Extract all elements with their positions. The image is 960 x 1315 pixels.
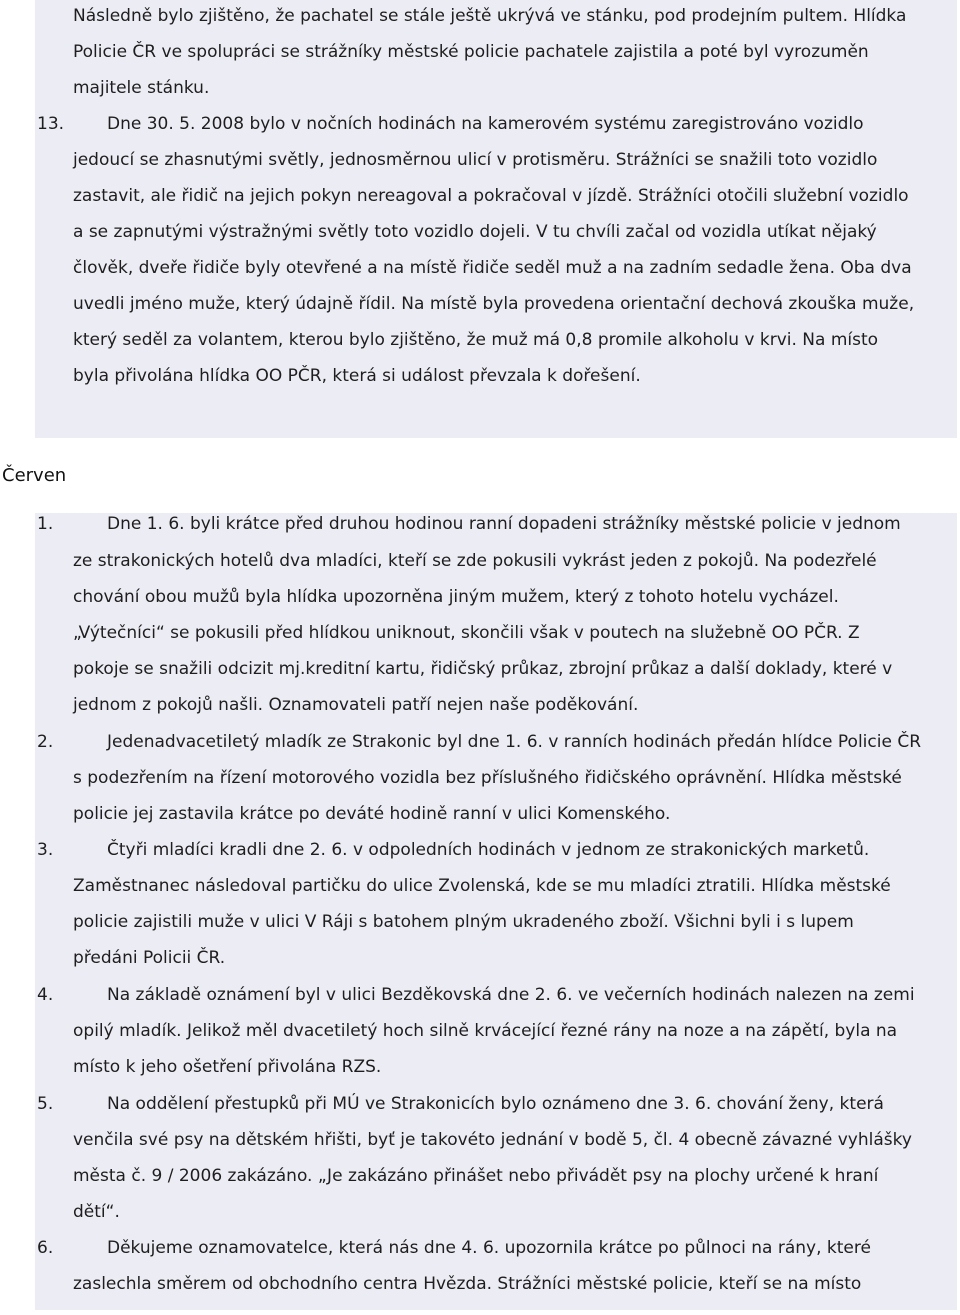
item-line: s podezřením na řízení motorového vozidla bez příslušného řidičského oprávnění. Hlídka městské: [73, 768, 902, 788]
item-line: Jedenadvacetiletý mladík ze Strakonic byl dne 1. 6. v ranních hodinách předán hlídce Policie ČR: [107, 732, 921, 752]
item-line: který seděl za volantem, kterou bylo zjištěno, že muž má 0,8 promile alkoholu v krvi. Na místo: [73, 330, 879, 350]
section-heading: Červen: [2, 465, 67, 486]
item-number: 13.: [37, 114, 65, 134]
item-line: města č. 9 / 2006 zakázáno. „Je zakázáno přinášet nebo přivádět psy na plochy určené k hraní: [73, 1166, 879, 1186]
item-line: místo k jeho ošetření přivolána RZS.: [73, 1057, 382, 1077]
paragraph-line: Následně bylo zjištěno, že pachatel se stále ještě ukrývá ve stánku, pod prodejním pultem. Hlídka: [73, 6, 907, 26]
item-line: policie zajistili muže v ulici V Ráji s batohem plným ukradeného zboží. Všichni byli i s lupem: [73, 912, 854, 932]
item-line: pokoje se snažili odcizit mj.kreditní kartu, řidičský průkaz, zbrojní průkaz a další doklady, které v: [73, 659, 893, 679]
item-line: opilý mladík. Jelikož měl dvacetiletý hoch silně krvácející řezné rány na noze a na zápětí, byla na: [73, 1021, 898, 1041]
item-line: venčila své psy na dětském hřišti, byť je takovéto jednání v bodě 5, čl. 4 obecně závazné vyhlášky: [73, 1130, 912, 1150]
item-number: 1.: [37, 514, 54, 534]
item-line: Zaměstnanec následoval partičku do ulice Zvolenská, kde se mu mladíci ztratili. Hlídka městské: [73, 876, 891, 896]
paragraph-line: majitele stánku.: [73, 78, 210, 98]
item-line: a se zapnutými výstražnými světly toto vozidlo dojeli. V tu chvíli začal od vozidla utíkat nějaký: [73, 222, 877, 242]
item-line: zastavit, ale řidič na jejich pokyn nereagoval a pokračoval v jízdě. Strážníci otočili služební vozidlo: [73, 186, 909, 206]
item-line: zaslechla směrem od obchodního centra Hvězda. Strážníci městské policie, kteří se na místo: [73, 1274, 862, 1294]
item-line: ze strakonických hotelů dva mladíci, kteří se zde pokusili vykrást jeden z pokojů. Na podezřelé: [73, 551, 877, 571]
item-line: jednom z pokojů našli. Oznamovateli patří nejen naše poděkování.: [73, 695, 639, 715]
item-line: dětí“.: [73, 1202, 120, 1222]
item-line: Čtyři mladíci kradli dne 2. 6. v odpoledních hodinách v jednom ze strakonických marketů.: [107, 840, 870, 860]
paragraph-line: Policie ČR ve spolupráci se strážníky městské policie pachatele zajistila a poté byl vyrozuměn: [73, 42, 869, 62]
item-line: Dne 30. 5. 2008 bylo v nočních hodinách na kamerovém systému zaregistrováno vozidlo: [107, 114, 864, 134]
item-line: byla přivolána hlídka OO PČR, která si událost převzala k dořešení.: [73, 366, 641, 386]
item-line: Na oddělení přestupků při MÚ ve Strakonicích bylo oznámeno dne 3. 6. chování ženy, která: [107, 1094, 884, 1114]
item-line: policie jej zastavila krátce po deváté hodině ranní v ulici Komenského.: [73, 804, 671, 824]
item-line: člověk, dveře řidiče byly otevřené a na místě řidiče seděl muž a na zadním sedadle žena. Oba dva: [73, 258, 912, 278]
item-number: 4.: [37, 985, 54, 1005]
item-line: „Výtečníci“ se pokusili před hlídkou uniknout, skončili však v poutech na služebně OO PČR. Z: [73, 623, 860, 643]
item-number: 6.: [37, 1238, 54, 1258]
item-number: 5.: [37, 1094, 54, 1114]
item-line: chování obou mužů byla hlídka upozorněna jiným mužem, který z tohoto hotelu vycházel.: [73, 587, 839, 607]
item-number: 3.: [37, 840, 54, 860]
item-line: Děkujeme oznamovatelce, která nás dne 4. 6. upozornila krátce po půlnoci na rány, které: [107, 1238, 871, 1258]
item-line: uvedli jméno muže, který údajně řídil. Na místě byla provedena orientační dechová zkouška muže,: [73, 294, 915, 314]
item-line: Na základě oznámení byl v ulici Bezděkovská dne 2. 6. ve večerních hodinách nalezen na zemi: [107, 985, 915, 1005]
item-line: Dne 1. 6. byli krátce před druhou hodinou ranní dopadeni strážníky městské policie v jednom: [107, 514, 901, 534]
item-line: jedoucí se zhasnutými světly, jednosměrnou ulicí v protisměru. Strážníci se snažili toto vozidlo: [73, 150, 878, 170]
item-line: předáni Policii ČR.: [73, 948, 226, 968]
item-number: 2.: [37, 732, 54, 752]
